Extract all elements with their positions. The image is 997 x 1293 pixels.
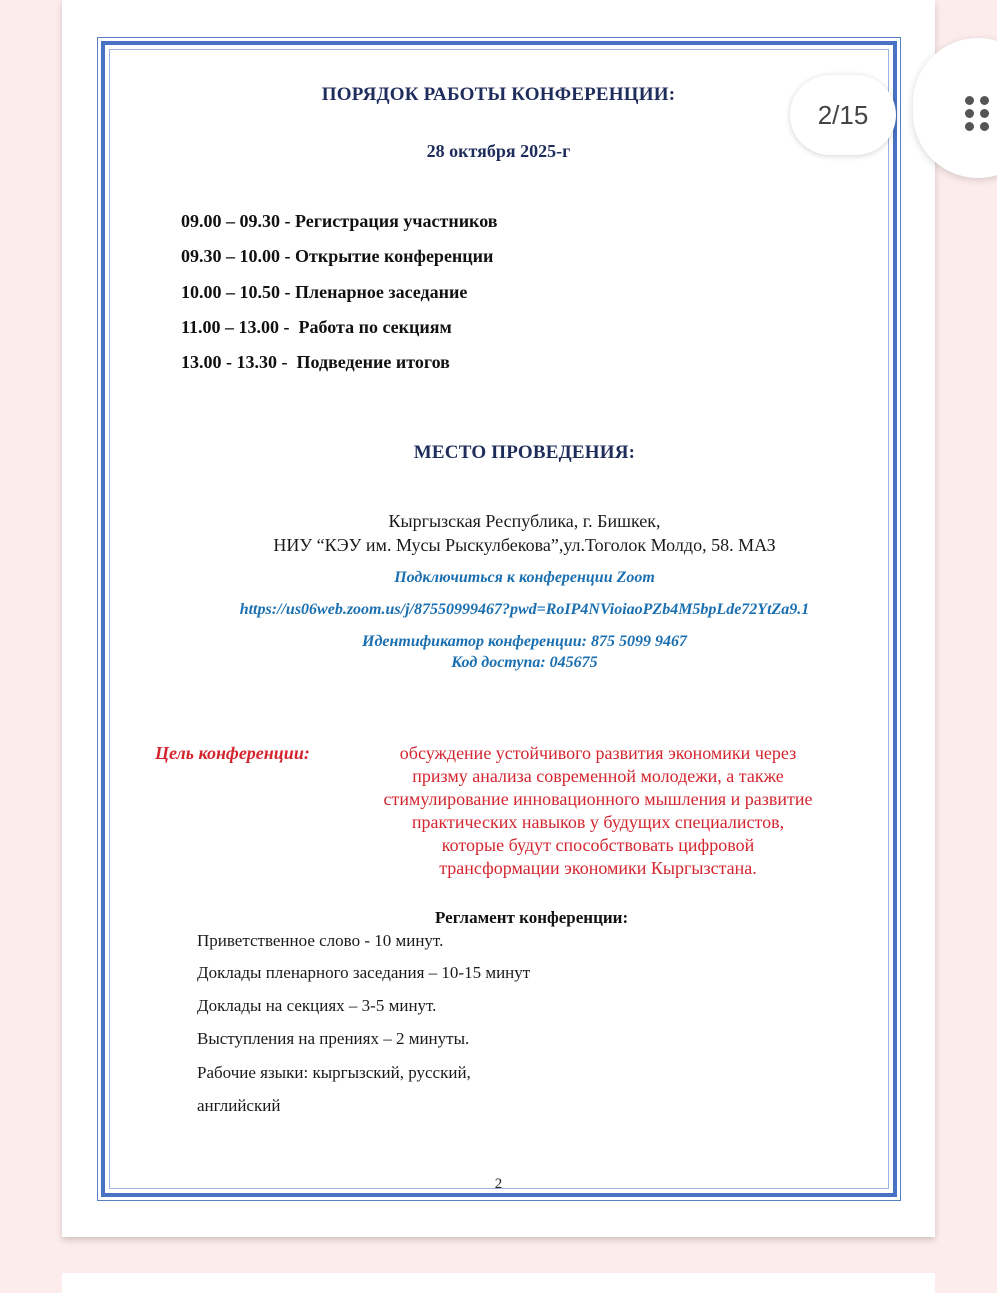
next-document-page (62, 1273, 935, 1293)
regulation-item: Приветственное слово - 10 минут. (197, 931, 444, 950)
address-line-2: НИУ “КЭУ им. Мусы Рыскулбекова”,ул.Тоголок Молдо, 58. МАЗ (273, 535, 776, 555)
schedule-time: 13.00 - 13.30 (181, 352, 277, 372)
schedule-event: Регистрация участников (295, 211, 498, 231)
conference-date: 28 октября 2025-г (426, 141, 571, 161)
schedule-event: Открытие конференции (295, 246, 494, 266)
schedule-event: Работа по секциям (298, 317, 452, 337)
goal-line: призму анализа современной молодежи, а также (412, 766, 784, 786)
document-page (62, 0, 935, 1237)
schedule-item (181, 211, 497, 232)
goal-line: трансформации экономики Кыргызстана. (439, 858, 757, 878)
regulation-item: Доклады пленарного заседания – 10-15 минут (197, 963, 531, 982)
zoom-link[interactable]: https://us06web.zoom.us/j/87550999467?pwd=RoIP4NVioiaoPZb4M5bpLde72YtZa9.1 (239, 601, 810, 618)
regulation-item: Доклады на секциях – 3-5 минут. (197, 996, 437, 1015)
goal-line: которые будут способствовать цифровой (441, 835, 755, 855)
schedule-time: 11.00 – 13.00 (181, 317, 280, 337)
venue-heading: МЕСТО ПРОВЕДЕНИЯ: (413, 442, 636, 463)
schedule-item (181, 352, 450, 373)
grid-dots-icon (965, 96, 991, 132)
regulations-title: Регламент конференции: (435, 908, 629, 927)
zoom-connect-label: Подключиться к конференции Zoom (394, 569, 655, 586)
schedule-time: 09.30 – 10.00 (181, 246, 280, 266)
regulation-item: английский (197, 1096, 281, 1115)
zoom-passcode: Код доступа: 045675 (451, 654, 598, 671)
document-title: ПОРЯДОК РАБОТЫ КОНФЕРЕНЦИИ: (321, 84, 676, 105)
zoom-meeting-id: Идентификатор конференции: 875 5099 9467 (362, 633, 687, 650)
goal-line: обсуждение устойчивого развития экономики через (399, 743, 797, 763)
schedule-separator: - (280, 282, 295, 302)
schedule-separator: - (280, 211, 295, 231)
schedule-separator: - (280, 246, 295, 266)
goal-label: Цель конференции: (155, 743, 310, 763)
regulation-item: Рабочие языки: кыргызский, русский, (197, 1063, 471, 1082)
regulation-item: Выступления на прениях – 2 минуты. (197, 1029, 470, 1048)
schedule-time: 09.00 – 09.30 (181, 211, 280, 231)
schedule-item (181, 282, 467, 303)
schedule-separator: - (277, 352, 297, 372)
schedule-item (181, 246, 493, 267)
page-counter: 2/15 (790, 75, 896, 155)
address-line-1: Кыргызская Республика, г. Бишкек, (388, 511, 661, 531)
goal-line: стимулирование инновационного мышления и развитие (383, 789, 813, 809)
goal-line: практических навыков у будущих специалистов, (411, 812, 785, 832)
page-number: 2 (494, 1176, 503, 1192)
schedule-event: Подведение итогов (296, 352, 450, 372)
schedule-time: 10.00 – 10.50 (181, 282, 280, 302)
schedule-event: Пленарное заседание (295, 282, 468, 302)
goal-text (348, 742, 848, 880)
schedule-separator: - (279, 317, 299, 337)
schedule-item (181, 317, 452, 338)
